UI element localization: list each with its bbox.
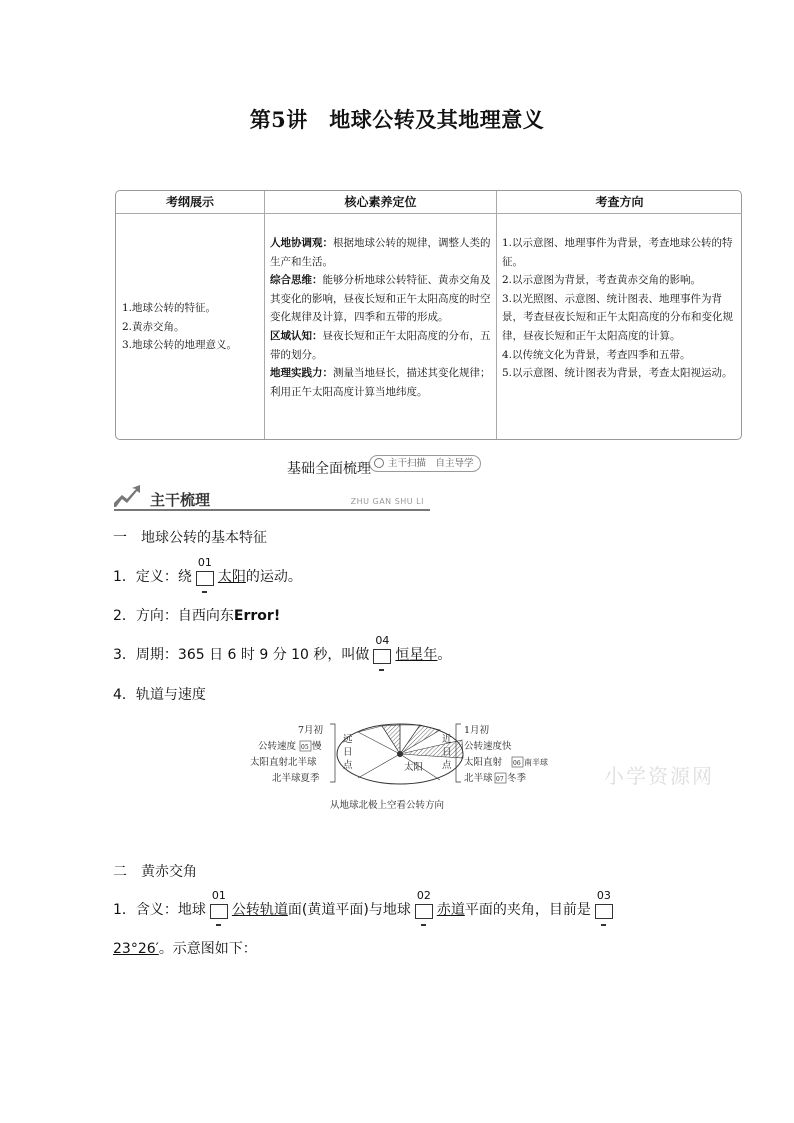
syllabus-cell: [122, 299, 262, 355]
column-divider: [264, 191, 265, 439]
perihelion-label: 近: [442, 734, 452, 745]
trend-chart-icon: [114, 485, 142, 507]
direction-cell: [502, 234, 738, 383]
section-title: 基础全面梳理: [287, 461, 371, 477]
right-label: 北半球: [464, 773, 493, 784]
period-line: 3．周期：365 日 6 时 9 分 10 秒，叫做 04 恒星年。: [113, 644, 451, 664]
heading-1: 一 地球公转的基本特征: [113, 530, 267, 546]
orbit-diagram: [250, 718, 550, 818]
right-label: 南半球: [524, 758, 548, 767]
list-item: 3.以光照图、示意图、统计图表、地理事件为背景，考查昼夜长短和正午太阳高度的分布和变化规律，昼夜长短和正午太阳高度的计算。: [502, 292, 733, 342]
list-item: 2.黄赤交角。: [122, 320, 185, 333]
search-icon: [374, 458, 384, 468]
perihelion-label: 日: [442, 747, 452, 758]
answer-blank: 01: [194, 566, 216, 586]
right-label: 冬季: [507, 773, 527, 784]
section-badge: 主干扫描 自主导学: [369, 455, 481, 472]
answer-blank: 01: [208, 899, 230, 919]
aphelion-label: 日: [343, 747, 353, 758]
overview-table: [115, 190, 742, 440]
list-item: 3.地球公转的地理意义。: [122, 339, 238, 352]
answer-blank: 02: [413, 899, 435, 919]
left-box: 05: [301, 744, 309, 751]
list-item: 1.以示意图、地理事件为背景，考查地球公转的特征。: [502, 237, 733, 268]
left-label: 慢: [312, 741, 322, 752]
right-label: 太阳直射: [464, 757, 503, 768]
subsection-sublabel: ZHU GAN SHU LI: [350, 497, 424, 506]
list-item: 人地协调观：根据地球公转的规律，调整人类的生产和生活。: [270, 237, 491, 268]
list-item: 区域认知：昼夜长短和正午太阳高度的分布，五带的划分。: [270, 329, 491, 361]
right-box: 06: [513, 760, 521, 767]
direction-line: 2．方向：自西向东Error!: [113, 608, 281, 624]
table-header: 考查方向: [497, 191, 742, 214]
heading-2: 二 黄赤交角: [113, 864, 197, 880]
obliquity-line: 1．含义：地球 01 公转轨道面(黄道平面)与地球 02 赤道平面的夹角，目前是 03: [113, 899, 617, 919]
list-item: 1.地球公转的特征。: [122, 302, 217, 314]
perihelion-label: 点: [442, 760, 452, 771]
obliquity-line-2: 23°26′。示意图如下：: [113, 941, 257, 957]
right-label: 公转速度快: [464, 741, 512, 752]
table-header: 考纲展示: [116, 191, 264, 214]
table-header: 核心素养定位: [265, 191, 496, 214]
right-box: 07: [496, 776, 504, 783]
list-item: 2.以示意图为背景，考查黄赤交角的影响。: [502, 274, 702, 287]
left-label: 北半球夏季: [272, 773, 320, 784]
list-item: 5.以示意图、统计图表为背景，考查太阳视运动。: [502, 367, 733, 380]
left-label: 公转速度: [258, 741, 297, 752]
divider: [114, 509, 430, 511]
answer-blank: 03: [593, 899, 615, 919]
aphelion-label: 远: [343, 734, 353, 745]
right-label: 1月初: [464, 725, 490, 736]
definition-line: 1．定义：绕 01 太阳的运动。: [113, 566, 302, 586]
list-item: 综合思维：能够分析地球公转特征、黄赤交角及其变化的影响，昼夜长短和正午太阳高度的时空变化规律及计算，四季和五带的形成。: [270, 274, 491, 324]
list-item: 4.以传统文化为背景，考查四季和五带。: [502, 348, 691, 361]
list-item: 地理实践力：测量当地昼长，描述其变化规律；利用正午太阳高度计算当地纬度。: [270, 367, 491, 398]
sun-label: 太阳: [404, 762, 424, 773]
aphelion-label: 点: [343, 760, 353, 771]
watermark: 小学资源网: [604, 764, 714, 788]
left-label: 太阳直射北半球: [250, 757, 317, 768]
answer-blank: 04: [371, 644, 393, 664]
diagram-caption: 从地球北极上空看公转方向: [330, 800, 445, 811]
column-divider: [496, 191, 497, 439]
competency-cell: [270, 234, 492, 401]
subsection-label: 主干梳理: [150, 491, 211, 509]
orbit-line: 4．轨道与速度: [113, 687, 206, 703]
left-label: 7月初: [298, 725, 324, 736]
subsection-banner: [114, 485, 430, 511]
page-title: 第5讲 地球公转及其地理意义: [249, 107, 545, 132]
